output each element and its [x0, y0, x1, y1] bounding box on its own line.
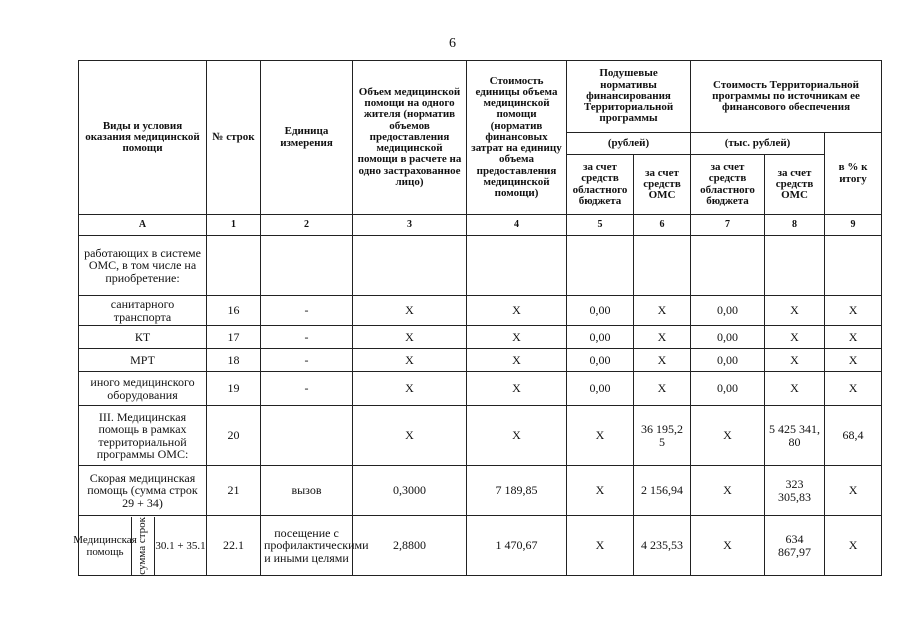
row-c3 [353, 236, 467, 296]
row-unit [261, 406, 353, 466]
row-label: КТ [79, 326, 207, 349]
row-c8: X [765, 372, 825, 406]
row-c9: X [825, 516, 882, 576]
label-part-sum-rows: сумма строк [136, 516, 149, 575]
row-c5: 0,00 [567, 326, 634, 349]
row-number: 18 [207, 349, 261, 372]
row-unit: - [261, 326, 353, 349]
row-c6: X [634, 326, 691, 349]
row-c7: 0,00 [691, 326, 765, 349]
row-c9: 68,4 [825, 406, 882, 466]
table-row [79, 466, 882, 516]
row-unit: вызов [261, 466, 353, 516]
row-c5: X [567, 406, 634, 466]
row-c3: X [353, 349, 467, 372]
row-c7 [691, 236, 765, 296]
row-c5 [567, 236, 634, 296]
index-cell: 2 [261, 215, 353, 236]
row-label: иного медицинского оборудования [79, 372, 207, 406]
row-c6: X [634, 372, 691, 406]
table-row [79, 236, 882, 296]
row-c9: X [825, 349, 882, 372]
row-c9: X [825, 326, 882, 349]
row-number: 22.1 [207, 516, 261, 576]
header-col-4: Стоимость единицы объема медицинской помощи (норматив финансовых затрат на единицу объема предоставления медицинской помощи) [467, 61, 567, 215]
label-part-sum-rows-wrap [132, 517, 155, 575]
header-col-8: за счет средств ОМС [765, 155, 825, 215]
row-c9: X [825, 296, 882, 326]
row-c7: X [691, 466, 765, 516]
header-col-1: № строк [207, 61, 261, 215]
row-unit: - [261, 296, 353, 326]
page-number: 6 [449, 36, 456, 51]
row-c9: X [825, 466, 882, 516]
row-number [207, 236, 261, 296]
header-col-a: Виды и условия оказания медицинской помощи [79, 61, 207, 215]
program-cost-table [73, 60, 882, 576]
row-c4: X [467, 372, 567, 406]
table-row [79, 349, 882, 372]
row-c7: 0,00 [691, 296, 765, 326]
row-label: санитарного транспорта [79, 296, 207, 326]
row-label: работающих в системе ОМС, в том числе на приобретение: [79, 236, 207, 296]
header-col-9: в % к итогу [825, 133, 882, 215]
row-c7: X [691, 406, 765, 466]
row-c4 [467, 236, 567, 296]
index-cell: А [79, 215, 207, 236]
row-unit [261, 236, 353, 296]
row-c9 [825, 236, 882, 296]
row-c8: 5 425 341, 80 [765, 406, 825, 466]
table-row [79, 516, 882, 576]
row-c5: 0,00 [567, 372, 634, 406]
row-c6: 36 195,2 5 [634, 406, 691, 466]
row-number: 16 [207, 296, 261, 326]
header-unit-rubles: (рублей) [567, 133, 691, 155]
row-c8: 323 305,83 [765, 466, 825, 516]
row-number: 20 [207, 406, 261, 466]
row-c4: 1 470,67 [467, 516, 567, 576]
row-c7: 0,00 [691, 372, 765, 406]
label-part-medical-help: Медицинская помощь [79, 517, 132, 575]
index-cell: 1 [207, 215, 261, 236]
row-unit: посещение с профилактическими и иными целями [261, 516, 353, 576]
table-row [79, 406, 882, 466]
row-c4: X [467, 326, 567, 349]
row-c5: X [567, 466, 634, 516]
header-col-3: Объем медицинской помощи на одного жителя (норматив объемов предоставления медицинской помощи в расчете на одно застрахованное лицо) [353, 61, 467, 215]
row-c6 [634, 236, 691, 296]
index-cell: 5 [567, 215, 634, 236]
index-cell: 7 [691, 215, 765, 236]
header-col-5: за счет средств областного бюджета [567, 155, 634, 215]
row-c4: X [467, 296, 567, 326]
row-number: 21 [207, 466, 261, 516]
row-label-split [73, 516, 207, 576]
table-row [79, 296, 882, 326]
row-label: III. Медицинская помощь в рамках территориальной программы ОМС: [79, 406, 207, 466]
row-number: 17 [207, 326, 261, 349]
row-c3: 0,3000 [353, 466, 467, 516]
row-unit: - [261, 349, 353, 372]
index-cell: 6 [634, 215, 691, 236]
index-cell: 3 [353, 215, 467, 236]
table-row [79, 326, 882, 349]
row-c5: 0,00 [567, 296, 634, 326]
row-c5: 0,00 [567, 349, 634, 372]
row-c4: 7 189,85 [467, 466, 567, 516]
row-c3: X [353, 326, 467, 349]
row-label: МРТ [79, 349, 207, 372]
row-number: 19 [207, 372, 261, 406]
index-cell: 4 [467, 215, 567, 236]
row-c6: X [634, 349, 691, 372]
label-part-row-refs: 30.1 + 35.1 [155, 539, 206, 552]
table-row [79, 372, 882, 406]
row-label: Скорая медицинская помощь (сумма строк 29 + 34) [79, 466, 207, 516]
row-c4: X [467, 406, 567, 466]
row-c4: X [467, 349, 567, 372]
row-c3: X [353, 296, 467, 326]
row-c8: X [765, 296, 825, 326]
row-c6: 2 156,94 [634, 466, 691, 516]
row-c3: X [353, 372, 467, 406]
row-c3: X [353, 406, 467, 466]
row-unit: - [261, 372, 353, 406]
header-group-7-9: Стоимость Территориальной программы по источникам ее финансового обеспечения [691, 61, 882, 133]
row-c7: X [691, 516, 765, 576]
header-unit-thousand-rubles: (тыс. рублей) [691, 133, 825, 155]
row-c8 [765, 236, 825, 296]
row-c6: X [634, 296, 691, 326]
header-col-7: за счет средств областного бюджета [691, 155, 765, 215]
row-c5: X [567, 516, 634, 576]
header-group-5-6: Подушевые нормативы финансирования Территориальной программы [567, 61, 691, 133]
header-col-2: Единица измерения [261, 61, 353, 215]
index-row [79, 215, 882, 236]
row-c8: 634 867,97 [765, 516, 825, 576]
row-c8: X [765, 326, 825, 349]
row-c7: 0,00 [691, 349, 765, 372]
index-cell: 8 [765, 215, 825, 236]
row-c8: X [765, 349, 825, 372]
index-cell: 9 [825, 215, 882, 236]
header-col-6: за счет средств ОМС [634, 155, 691, 215]
row-c9: X [825, 372, 882, 406]
row-c3: 2,8800 [353, 516, 467, 576]
row-c6: 4 235,53 [634, 516, 691, 576]
